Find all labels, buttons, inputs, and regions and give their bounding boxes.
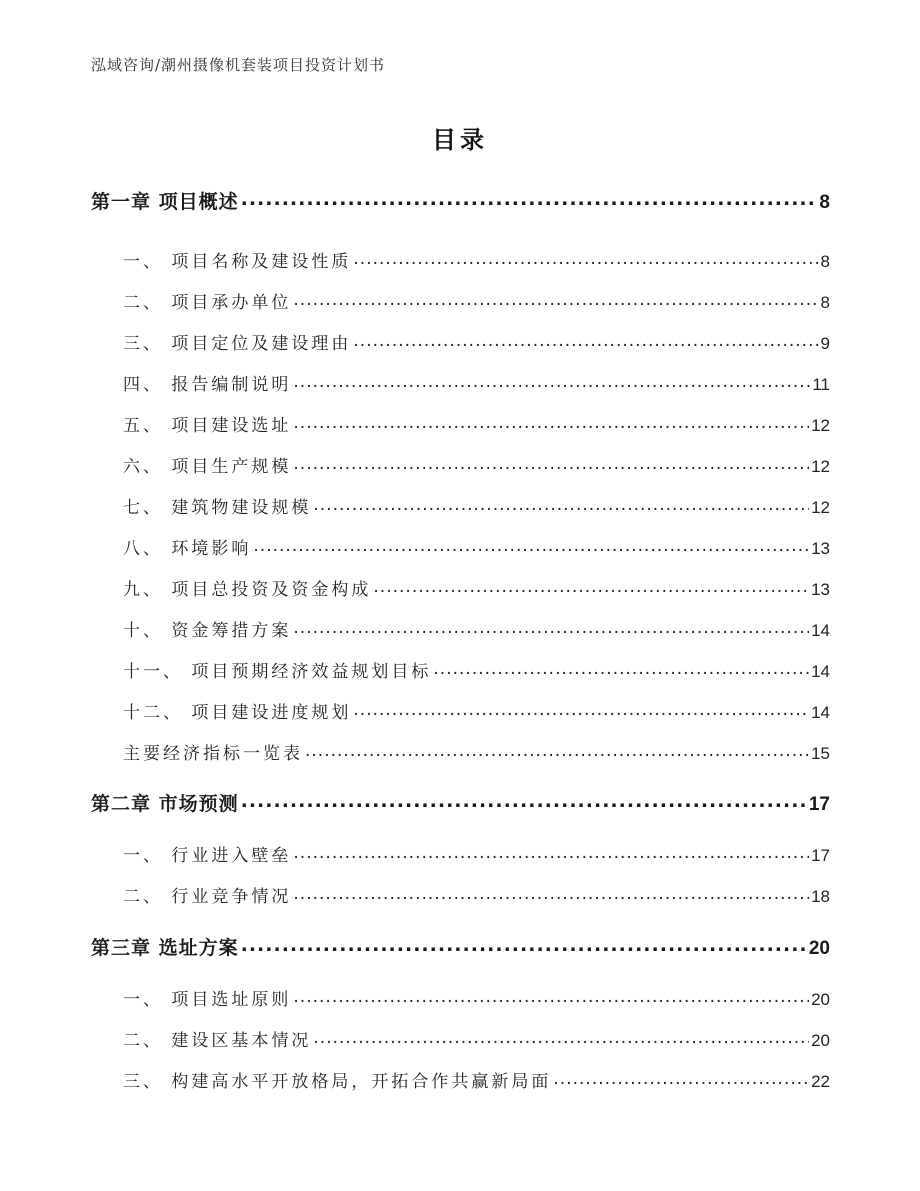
dot-leader bbox=[313, 496, 809, 513]
toc-section-entry[interactable] bbox=[91, 1067, 830, 1092]
dot-leader bbox=[313, 1029, 809, 1046]
toc-section-entry[interactable] bbox=[91, 882, 830, 907]
toc-entry-label: 五、 项目建设选址 bbox=[123, 416, 292, 436]
toc-entry-label: 四、 报告编制说明 bbox=[123, 375, 292, 395]
toc-page-number: 12 bbox=[811, 498, 830, 517]
toc-entry-label: 二、 建设区基本情况 bbox=[123, 1031, 312, 1051]
toc-section-entry[interactable] bbox=[91, 616, 830, 641]
toc-page-number: 14 bbox=[811, 662, 830, 681]
toc-chapter-entry[interactable] bbox=[91, 933, 830, 960]
toc-page-number: 12 bbox=[811, 416, 830, 435]
toc-page-number: 20 bbox=[811, 1031, 830, 1050]
toc-entry-label: 七、 建筑物建设规模 bbox=[123, 498, 312, 518]
toc-entry-label: 三、 项目定位及建设理由 bbox=[123, 334, 352, 354]
toc-entry-label: 第三章 选址方案 bbox=[91, 937, 239, 959]
dot-leader bbox=[253, 537, 809, 554]
toc-page-number: 8 bbox=[820, 252, 830, 271]
toc-section-entry[interactable] bbox=[91, 534, 830, 559]
toc-page-number: 13 bbox=[811, 580, 830, 599]
toc-section-entry[interactable] bbox=[91, 985, 830, 1010]
dot-leader bbox=[293, 844, 809, 861]
toc-page-number: 12 bbox=[811, 457, 830, 476]
toc-section-entry[interactable] bbox=[91, 370, 830, 395]
toc-entry-label: 二、 项目承办单位 bbox=[123, 293, 292, 313]
toc-section-entry[interactable] bbox=[91, 739, 830, 764]
toc-section-entry[interactable] bbox=[91, 411, 830, 436]
toc-section-entry[interactable] bbox=[91, 452, 830, 477]
toc-entry-label: 第一章 项目概述 bbox=[91, 191, 239, 213]
dot-leader bbox=[293, 455, 809, 472]
dot-leader bbox=[241, 791, 807, 810]
dot-leader bbox=[293, 291, 818, 308]
dot-leader bbox=[305, 742, 809, 759]
toc-entry-label: 一、 行业进入壁垒 bbox=[123, 846, 292, 866]
toc-section-entry[interactable] bbox=[91, 657, 830, 682]
toc-page-number: 8 bbox=[820, 293, 830, 312]
toc-page-number: 8 bbox=[819, 192, 830, 213]
dot-leader bbox=[293, 414, 809, 431]
toc-section-entry[interactable] bbox=[91, 575, 830, 600]
toc-section-entry[interactable] bbox=[91, 1026, 830, 1051]
toc-chapter-entry[interactable] bbox=[91, 789, 830, 816]
toc-page-number: 13 bbox=[811, 539, 830, 558]
toc-entry-label: 主要经济指标一览表 bbox=[123, 744, 303, 764]
dot-leader bbox=[293, 885, 809, 902]
toc-entry-label: 九、 项目总投资及资金构成 bbox=[123, 580, 372, 600]
toc-chapter-entry[interactable] bbox=[91, 187, 830, 214]
dot-leader bbox=[353, 332, 818, 349]
toc-section-entry[interactable] bbox=[91, 698, 830, 723]
toc-page-number: 20 bbox=[808, 938, 830, 959]
dot-leader bbox=[433, 660, 809, 677]
toc-entry-label: 一、 项目选址原则 bbox=[123, 990, 292, 1010]
toc-entry-label: 六、 项目生产规模 bbox=[123, 457, 292, 477]
toc-entry-label: 十、 资金筹措方案 bbox=[123, 621, 292, 641]
dot-leader bbox=[241, 935, 807, 954]
toc-entry-label: 十二、 项目建设进度规划 bbox=[123, 703, 352, 723]
toc-section-entry[interactable] bbox=[91, 247, 830, 272]
toc-page-number: 14 bbox=[811, 621, 830, 640]
toc-entry-label: 二、 行业竞争情况 bbox=[123, 887, 292, 907]
dot-leader bbox=[353, 250, 818, 267]
toc-section-entry[interactable] bbox=[91, 493, 830, 518]
toc-entry-label: 三、 构建高水平开放格局，开拓合作共赢新局面 bbox=[123, 1072, 552, 1092]
toc-page-number: 22 bbox=[811, 1072, 830, 1091]
toc-section-entry[interactable] bbox=[91, 288, 830, 313]
toc-page-number: 20 bbox=[811, 990, 830, 1009]
page-title: 目录 bbox=[432, 126, 488, 154]
dot-leader bbox=[293, 373, 810, 390]
toc-section-entry[interactable] bbox=[91, 329, 830, 354]
toc-entry-label: 第二章 市场预测 bbox=[91, 793, 239, 815]
toc-page-number: 18 bbox=[811, 887, 830, 906]
dot-leader bbox=[373, 578, 809, 595]
running-header: 泓域咨询/潮州摄像机套装项目投资计划书 bbox=[91, 56, 386, 74]
toc-entry-label: 十一、 项目预期经济效益规划目标 bbox=[123, 662, 432, 682]
dot-leader bbox=[553, 1070, 809, 1087]
dot-leader bbox=[293, 619, 809, 636]
toc-page-number: 17 bbox=[811, 846, 830, 865]
toc-entry-label: 八、 环境影响 bbox=[123, 539, 252, 559]
toc-page-number: 17 bbox=[808, 794, 830, 815]
dot-leader bbox=[353, 701, 809, 718]
toc-page-number: 9 bbox=[820, 334, 830, 353]
toc-section-entry[interactable] bbox=[91, 841, 830, 866]
toc-page-number: 14 bbox=[811, 703, 830, 722]
toc-page-number: 11 bbox=[812, 375, 830, 394]
dot-leader bbox=[241, 189, 818, 208]
dot-leader bbox=[293, 988, 809, 1005]
toc-page-number: 15 bbox=[811, 744, 830, 763]
toc-entry-label: 一、 项目名称及建设性质 bbox=[123, 252, 352, 272]
